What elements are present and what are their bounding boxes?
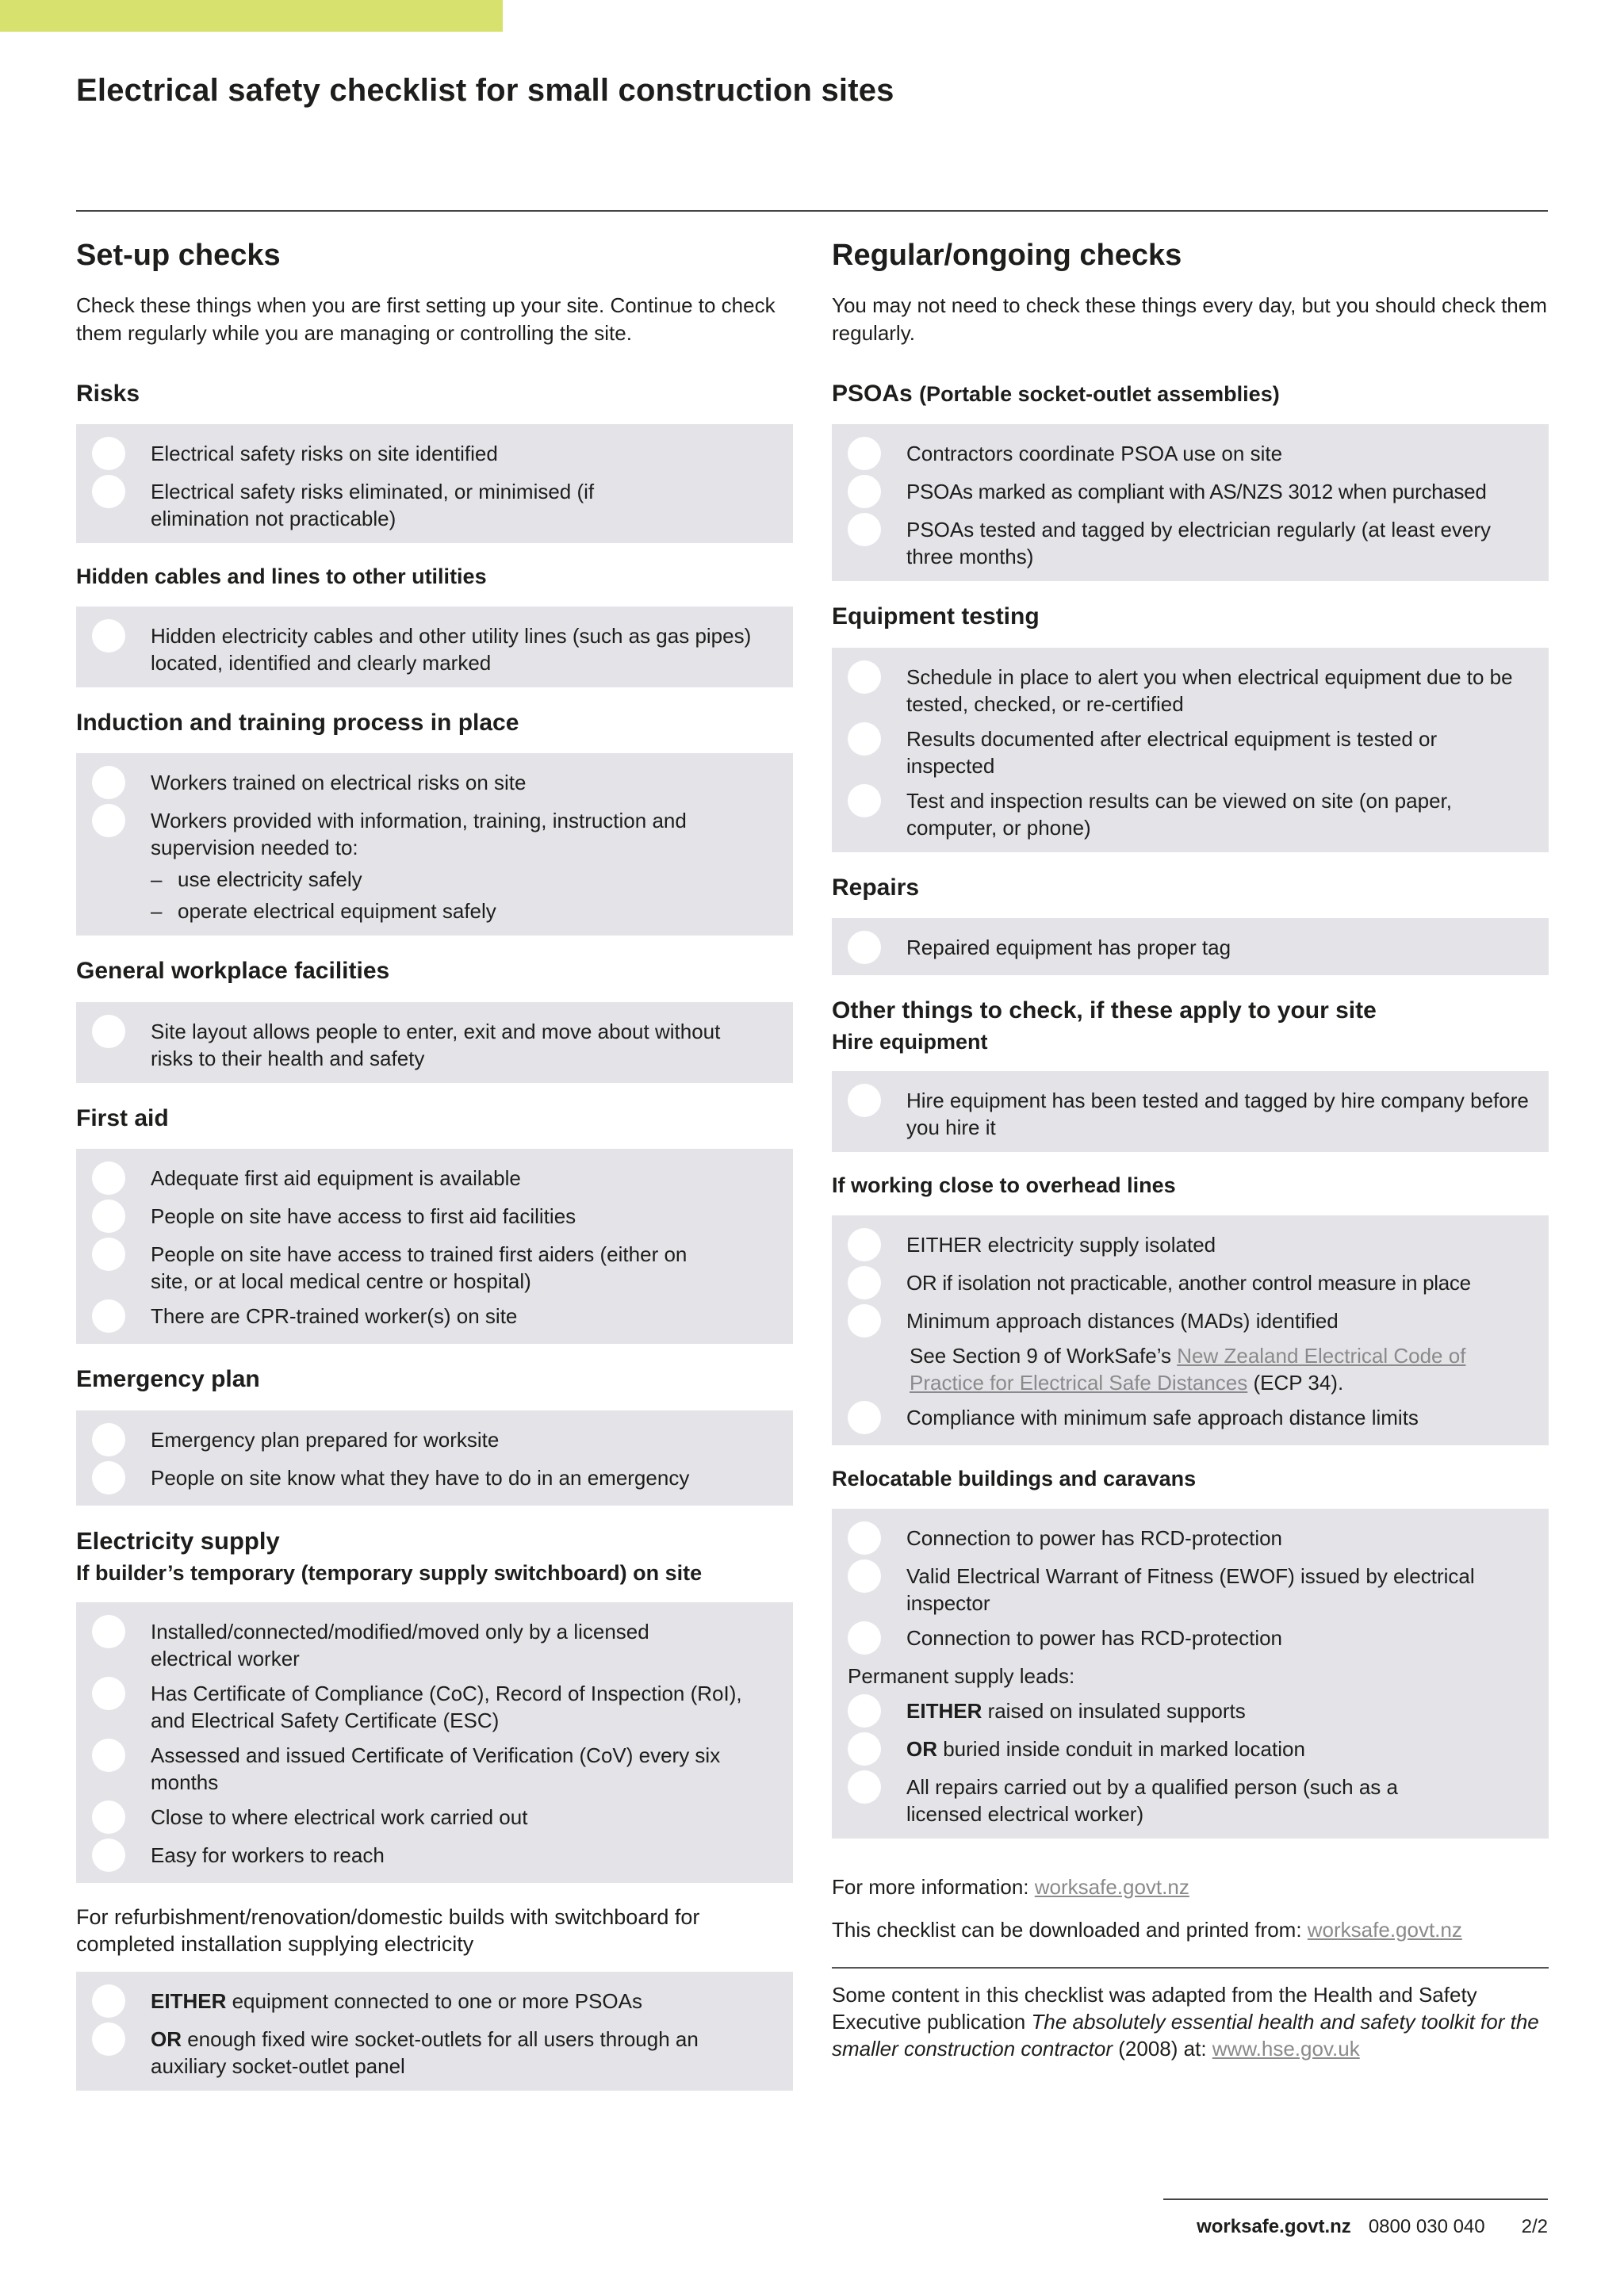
facilities-box [76, 1002, 793, 1083]
facilities-heading: General workplace facilities [76, 958, 390, 985]
item-label: Emergency plan prepared for worksite [151, 1427, 500, 1452]
dash-mark: – [151, 899, 163, 924]
checkbox[interactable] [92, 1615, 125, 1648]
sub-bullet [151, 897, 777, 924]
checklist-item [92, 1165, 777, 1195]
title-divider [76, 210, 1548, 212]
checklist-item [92, 1680, 777, 1734]
item-label: Close to where electrical work carried out [151, 1805, 528, 1830]
bullet-label: use electricity safely [178, 867, 362, 892]
bullet-label: operate electrical equipment safely [178, 899, 496, 924]
checkbox[interactable] [92, 1238, 125, 1271]
item-label: Easy for workers to reach [151, 1843, 385, 1868]
note-text: See Section 9 of WorkSafe’s [910, 1344, 1178, 1368]
item-label: Compliance with minimum safe approach distance limits [906, 1406, 1419, 1430]
emergency-heading: Emergency plan [76, 1366, 260, 1393]
checkbox[interactable] [92, 619, 125, 652]
checkbox[interactable] [848, 784, 881, 817]
either-label: EITHER [151, 1989, 227, 2014]
checkbox[interactable] [92, 1739, 125, 1772]
publication-title: The absolutely essential health and safety toolkit for the smaller construction contractor [832, 2009, 1539, 2061]
psoa-title: PSOAs [832, 380, 913, 407]
item-label: People on site have access to first aid facilities [151, 1204, 576, 1229]
item-label [151, 1988, 642, 2015]
item-label: PSOAs tested and tagged by electrician regularly (at least every three months) [906, 518, 1492, 569]
setup-checks-column [76, 238, 793, 2111]
item-label: OR if isolation not practicable, another control measure in place [906, 1271, 1471, 1295]
checkbox[interactable] [92, 437, 125, 470]
hire-equipment-heading: Hire equipment [832, 1029, 988, 1054]
ongoing-checks-intro: You may not need to check these things every day, but you should check them regularly. [832, 293, 1547, 345]
hidden-cables-heading: Hidden cables and lines to other utilities [76, 564, 487, 589]
supply-leads-label: Permanent supply leads: [848, 1663, 1075, 1688]
checkbox[interactable] [848, 1732, 881, 1766]
checklist-item [92, 1988, 777, 2018]
checkbox[interactable] [92, 1461, 125, 1494]
hire-equipment-box [832, 1071, 1549, 1152]
checkbox[interactable] [92, 1299, 125, 1333]
checklist-item [848, 440, 1533, 470]
item-text: enough fixed wire socket-outlets for all users through an auxiliary socket-outlet panel [151, 2027, 699, 2079]
checkbox[interactable] [92, 1423, 125, 1456]
footer-divider [1163, 2198, 1548, 2200]
page-title: Electrical safety checklist for small construction sites [76, 73, 894, 108]
dash-mark: – [151, 867, 163, 892]
checkbox[interactable] [92, 1161, 125, 1195]
refurbishment-heading: For refurbishment/renovation/domestic builds with switchboard for completed installation supplying electricity [76, 1905, 700, 1957]
relocatable-box [832, 1509, 1549, 1839]
item-label: Adequate first aid equipment is available [151, 1166, 521, 1191]
item-text: raised on insulated supports [982, 1698, 1246, 1723]
repairs-heading: Repairs [832, 874, 920, 901]
ecp34-link[interactable]: New Zealand Electrical Code of Practice for Electrical Safe Distances [910, 1344, 1466, 1395]
checklist-item [92, 1303, 777, 1333]
checklist-item [92, 1203, 777, 1233]
item-label: Test and inspection results can be viewed on site (on paper, computer, or phone) [906, 788, 1452, 840]
checklist-item [848, 664, 1533, 718]
ongoing-checks-heading: Regular/ongoing checks [832, 239, 1182, 272]
checklist-item [848, 1269, 1533, 1299]
checkbox[interactable] [92, 804, 125, 837]
worksafe-link[interactable]: worksafe.govt.nz [1034, 1874, 1189, 1899]
checklist-item [92, 1018, 777, 1072]
item-label: Workers trained on electrical risks on site [151, 771, 527, 795]
footer-site: worksafe.govt.nz [1197, 2216, 1351, 2237]
checkbox[interactable] [848, 1084, 881, 1117]
checkbox[interactable] [848, 437, 881, 470]
psoa-heading [832, 379, 1549, 409]
refurbishment-box [76, 1972, 793, 2091]
repairs-box [832, 918, 1549, 975]
equipment-testing-box [832, 648, 1549, 852]
relocatable-heading: Relocatable buildings and caravans [832, 1467, 1197, 1491]
checkbox[interactable] [92, 1677, 125, 1710]
checkbox[interactable] [848, 722, 881, 756]
checklist-item [92, 1742, 777, 1796]
setup-checks-heading: Set-up checks [76, 239, 281, 272]
electricity-supply-heading: Electricity supply [76, 1526, 280, 1555]
checklist-item [848, 787, 1533, 841]
checkbox[interactable] [848, 1694, 881, 1728]
item-label [906, 1735, 1305, 1762]
checkbox[interactable] [92, 1200, 125, 1233]
checklist-item [92, 2026, 777, 2080]
credit-text [832, 1981, 1549, 2062]
hidden-cables-box [76, 607, 793, 687]
checklist-item [92, 440, 777, 470]
psoa-box [832, 424, 1549, 581]
checkbox[interactable] [92, 1015, 125, 1048]
either-label: EITHER [906, 1698, 982, 1723]
item-label: Results documented after electrical equipment is tested or inspected [906, 726, 1438, 778]
more-info [832, 1873, 1549, 1943]
psoa-subtitle: (Portable socket-outlet assemblies) [919, 381, 1280, 406]
checklist-item [92, 1842, 777, 1872]
checkbox[interactable] [848, 513, 881, 546]
item-label: Has Certificate of Compliance (CoC), Record of Inspection (RoI), and Electrical Safety Certificate (ESC) [151, 1682, 742, 1733]
checkbox[interactable] [848, 1770, 881, 1804]
download-label: This checklist can be downloaded and printed from: [832, 1917, 1308, 1942]
checkbox[interactable] [848, 1228, 881, 1261]
checkbox[interactable] [848, 475, 881, 508]
checkbox[interactable] [92, 1800, 125, 1834]
item-label: Electrical safety risks on site identified [151, 442, 498, 466]
checklist-item [92, 622, 777, 676]
hse-link[interactable]: www.hse.gov.uk [1212, 2036, 1360, 2061]
checklist-item [848, 1735, 1533, 1766]
setup-checks-intro: Check these things when you are first setting up your site. Continue to check them regularly while you are managing or controlling the site. [76, 293, 776, 345]
credit-mid: (2008) at: [1113, 2036, 1212, 2061]
item-label: PSOAs marked as compliant with AS/NZS 3012 when purchased [906, 480, 1487, 504]
overhead-lines-heading: If working close to overhead lines [832, 1173, 1176, 1198]
risks-heading: Risks [76, 380, 140, 407]
item-label: Valid Electrical Warrant of Fitness (EWOF) issued by electrical inspector [906, 1563, 1475, 1615]
footer-phone: 0800 030 040 [1368, 2216, 1485, 2237]
item-label [906, 1697, 1246, 1724]
checkbox[interactable] [848, 931, 881, 964]
more-info-label: For more information: [832, 1874, 1035, 1899]
risks-box [76, 424, 793, 543]
item-label: All repairs carried out by a qualified person (such as a licensed electrical worker) [906, 1774, 1398, 1826]
checkbox[interactable] [92, 766, 125, 799]
checklist-item [92, 478, 777, 532]
item-label: Hidden electricity cables and other utility lines (such as gas pipes) located, identified and clearly marked [151, 623, 752, 675]
checkbox[interactable] [848, 1521, 881, 1555]
item-label: Repaired equipment has proper tag [906, 936, 1231, 960]
checkbox[interactable] [92, 1984, 125, 2018]
induction-box [76, 753, 793, 936]
checklist-item [92, 1464, 777, 1494]
checkbox[interactable] [92, 475, 125, 508]
item-label: People on site know what they have to do in an emergency [151, 1465, 690, 1490]
first-aid-heading: First aid [76, 1104, 169, 1131]
checklist-item [848, 1525, 1533, 1555]
checkbox[interactable] [848, 1621, 881, 1655]
checkbox[interactable] [848, 1559, 881, 1593]
download-line [832, 1916, 1549, 1943]
download-link[interactable]: worksafe.govt.nz [1307, 1917, 1462, 1942]
credit-pre: Some content in this checklist was adapted from the Health and Safety Executive publication [832, 1982, 1477, 2034]
checklist-item [92, 769, 777, 799]
item-label: Minimum approach distances (MADs) identified [906, 1309, 1339, 1334]
item-label: Assessed and issued Certificate of Verification (CoV) every six months [151, 1743, 721, 1795]
item-text: equipment connected to one or more PSOAs [226, 1989, 642, 2014]
checklist-item [92, 1241, 777, 1295]
overhead-lines-box [832, 1215, 1549, 1445]
electricity-supply-subheading: If builder’s temporary (temporary supply switchboard) on site [76, 1560, 703, 1585]
item-label [151, 2026, 769, 2080]
item-label: EITHER electricity supply isolated [906, 1233, 1216, 1257]
checklist-item [92, 1618, 777, 1672]
checklist-item [848, 478, 1533, 508]
checklist-item [848, 725, 1533, 779]
first-aid-box [76, 1149, 793, 1344]
item-label: Workers provided with information, training, instruction and supervision needed to: [151, 809, 687, 860]
checklist-item [848, 516, 1533, 570]
checkbox[interactable] [848, 1266, 881, 1299]
item-label: Contractors coordinate PSOA use on site [906, 442, 1283, 466]
induction-heading: Induction and training process in place [76, 709, 519, 736]
item-label: Electrical safety risks eliminated, or minimised (if elimination not practicable) [151, 480, 595, 531]
checklist-item [848, 1307, 1533, 1337]
item-label: Connection to power has RCD-protection [906, 1625, 1283, 1650]
checklist-item [848, 1774, 1533, 1827]
item-label: There are CPR-trained worker(s) on site [151, 1304, 518, 1329]
item-text: buried inside conduit in marked location [937, 1736, 1305, 1761]
checklist-item [848, 934, 1533, 964]
credit-divider [832, 1967, 1549, 1969]
checklist-item [92, 1804, 777, 1834]
checklist-item [848, 1087, 1533, 1141]
item-label: Schedule in place to alert you when electrical equipment due to be tested, checked, or re-certified [906, 664, 1513, 716]
item-label: People on site have access to trained first aiders (either on site, or at local medical centre or hospital) [151, 1242, 688, 1294]
page-number: 2/2 [1521, 2216, 1548, 2237]
checklist-item [848, 1563, 1533, 1617]
item-label: Site layout allows people to enter, exit and move about without risks to their health and safety [151, 1019, 721, 1070]
other-checks-heading: Other things to check, if these apply to your site [832, 997, 1377, 1024]
checklist-item [848, 1231, 1533, 1261]
checkbox[interactable] [92, 2022, 125, 2056]
item-label: Installed/connected/modified/moved only by a licensed electrical worker [151, 1620, 649, 1671]
checklist-item [848, 1404, 1533, 1434]
or-label: OR [906, 1736, 937, 1761]
equipment-testing-heading: Equipment testing [832, 603, 1040, 630]
ecp34-note [910, 1342, 1496, 1396]
note-text: (ECP 34). [1247, 1371, 1344, 1395]
checklist-item [848, 1624, 1533, 1655]
checkbox[interactable] [848, 660, 881, 694]
sub-bullet [151, 866, 777, 893]
or-label: OR [151, 2027, 182, 2052]
emergency-box [76, 1410, 793, 1506]
footer [1197, 2216, 1548, 2238]
checklist-item [848, 1697, 1533, 1728]
item-label: Hire equipment has been tested and tagged by hire company before you hire it [906, 1089, 1529, 1140]
checkbox[interactable] [848, 1401, 881, 1434]
ongoing-checks-column [832, 238, 1549, 2062]
more-info-line [832, 1873, 1549, 1900]
accent-bar [0, 0, 503, 32]
electricity-supply-box [76, 1602, 793, 1883]
checkbox[interactable] [92, 1839, 125, 1872]
item-label: Connection to power has RCD-protection [906, 1525, 1283, 1550]
checklist-item [92, 807, 777, 861]
checkbox[interactable] [848, 1304, 881, 1337]
checklist-item [92, 1426, 777, 1456]
